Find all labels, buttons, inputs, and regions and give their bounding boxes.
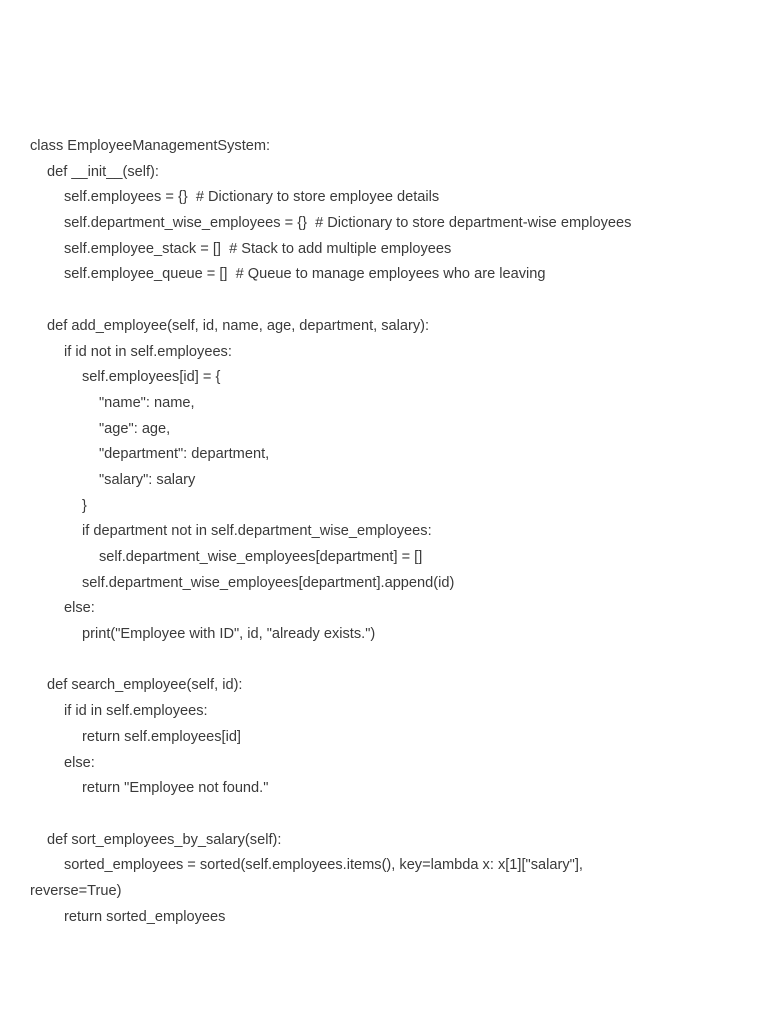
code-line: if department not in self.department_wise_employees: <box>82 523 432 540</box>
code-line: def search_employee(self, id): <box>47 677 243 694</box>
code-line: def add_employee(self, id, name, age, department, salary): <box>47 317 430 334</box>
blank-line <box>30 648 750 674</box>
code-line: } <box>82 497 87 514</box>
code-line: class EmployeeManagementSystem: <box>30 138 271 154</box>
code-line: else: <box>64 754 95 771</box>
code-line: def __init__(self): <box>47 163 159 180</box>
code-line: "age": age, <box>99 420 171 437</box>
code-line: if id in self.employees: <box>64 703 208 720</box>
code-line: return self.employees[id] <box>82 728 241 745</box>
code-line: "salary": salary <box>99 471 196 488</box>
code-line: self.department_wise_employees[department] = [] <box>99 549 423 565</box>
code-line: "name": name, <box>99 394 195 411</box>
code-line: return "Employee not found." <box>82 780 269 797</box>
code-line: self.employee_queue = [] # Queue to manage employees who are leaving <box>64 266 546 283</box>
code-line: self.employees = {} # Dictionary to store employee details <box>64 189 440 206</box>
code-line: self.employees[id] = { <box>82 369 221 386</box>
code-line: if id not in self.employees: <box>64 343 232 360</box>
code-line: self.department_wise_employees[department].append(id) <box>82 574 455 591</box>
code-line: else: <box>64 600 95 617</box>
code-document <box>30 134 750 930</box>
code-line: print("Employee with ID", id, "already exists.") <box>82 626 376 643</box>
code-line: "department": department, <box>99 446 270 463</box>
blank-line <box>30 802 750 828</box>
blank-line <box>30 288 750 314</box>
code-line: sorted_employees = sorted(self.employees.items(), key=lambda x: x[1]["salary"], <box>64 857 583 874</box>
code-line: return sorted_employees <box>64 908 226 925</box>
code-line: self.employee_stack = [] # Stack to add multiple employees <box>64 240 452 257</box>
code-line: self.department_wise_employees = {} # Dictionary to store department-wise employees <box>64 215 632 232</box>
code-line-wrapped: reverse=True) <box>30 882 122 899</box>
code-line: def sort_employees_by_salary(self): <box>47 831 282 848</box>
